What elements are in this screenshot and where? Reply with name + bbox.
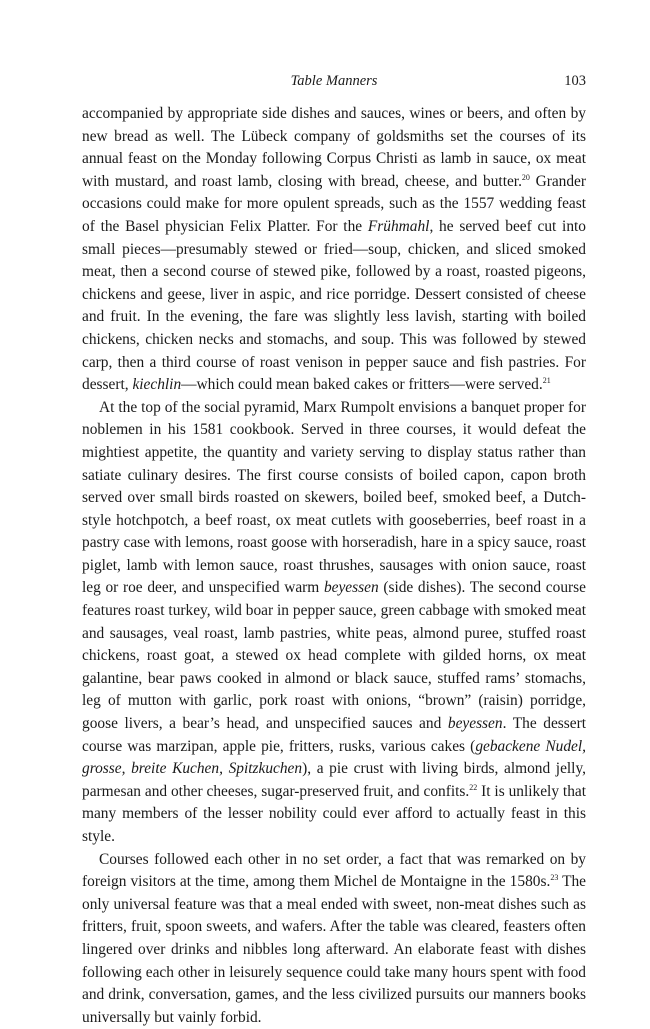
- paragraph: [82, 849, 586, 1029]
- running-header: [82, 73, 586, 93]
- text-run: The only universal feature was that a meal ended with sweet, non-meat dishes such as fritters, fruit, spoon sweets, and wafers. After the table was cleared, feasters often lingered over drinks and nibbles long afterward. An elaborate feast with dishes following each other in leisurely sequence could take many hours spent with food and drink, conversation, games, and the less civilized pursuits our manners books universally but vainly forbid.: [82, 873, 587, 1026]
- italic-term: beyessen: [323, 579, 379, 597]
- footnote-marker: 21: [542, 376, 551, 385]
- footnote-marker: 20: [521, 172, 530, 182]
- footnote-marker: 23: [550, 873, 559, 883]
- text-run: , he served beef cut into small pieces—presumably stewed or fried—soup, chicken, and sliced smoked meat, then a second course of stewed pike, followed by a roast, roasted pigeons, chickens and geese, liver in aspic, and rice porridge. Dessert consisted of cheese and fruit. In the evening, the fare was slightly less lavish, starting with boiled chickens, chicken necks and stomachs, and soup. This was followed by stewed carp, then a third course of roast venison in pepper sauce and fish pastries. For dessert,: [82, 217, 586, 394]
- text-run: At the top of the social pyramid, Marx Rumpolt envisions a banquet proper for noblemen in his 1581 cookbook. Served in three courses, it would defeat the mightiest appetite, the quantity and variety serving to display status rather than satiate culinary desires. The first course consists of boiled capon, capon broth served over small birds roasted on skewers, boiled beef, smoked beef, a Dutch-style hotchpotch, a beef roast, ox meat cutlets with gooseberries, beef roast in a pastry case with lemons, roast goose with horseradish, hare in a spicy sauce, roast piglet, lamb with lemon sauce, roast thrushes, sausages with onion sauce, roast leg or roe deer, and unspecified warm: [82, 398, 586, 597]
- italic-term: beyessen: [447, 715, 503, 733]
- paragraph: [82, 397, 586, 849]
- text-run: Courses followed each other in no set order, a fact that was remarked on by foreign visitors at the time, among them Michel de Montaigne in the 1580s.: [82, 850, 586, 891]
- text-run: —which could mean baked cakes or fritters—were served.: [181, 376, 543, 394]
- text-run: accompanied by appropriate side dishes and sauces, wines or beers, and often by new bread as well. The Lübeck company of goldsmiths set the courses of its annual feast on the Monday following Corpus Christi as lamb in sauce, ox meat with mustard, and roast lamb, closing with bread, cheese, and butter.: [82, 105, 586, 190]
- body-text: [82, 103, 586, 1029]
- text-run: . The dessert course was marzipan, apple pie, fritters, rusks, various cakes (: [82, 715, 586, 755]
- paragraph: [82, 103, 586, 397]
- footnote-marker: 22: [469, 782, 478, 792]
- text-run: Grander occasions could make for more opulent spreads, such as the 1557 wedding feast of the Basel physician Felix Platter. For the: [82, 172, 586, 235]
- text-run: (side dishes). The second course features roast turkey, wild boar in pepper sauce, green cabbage with smoked meat and sausages, veal roast, lamb pastries, white peas, almond puree, stuffed roast chickens, roast goat, a stewed ox head complete with gilded horns, ox meat galantine, bear paws cooked in almond or black sauce, stuffed rams’ stomachs, leg of mutton with garlic, pork roast with onions, “brown” (raisin) porridge, goose livers, a bear’s head, and unspecified sauces and: [82, 579, 586, 733]
- italic-term: gebackene Nudel, grosse, breite Kuchen, Spitzkuchen: [82, 737, 587, 778]
- page-number: 103: [564, 73, 586, 89]
- italic-term: kiechlin: [132, 376, 182, 394]
- italic-term: Frühmahl: [367, 217, 430, 235]
- text-run: It is unlikely that many members of the lesser nobility could ever afford to actually feast in this style.: [82, 782, 586, 845]
- text-run: ), a pie crust with living birds, almond jelly, parmesan and other cheeses, sugar-preserved fruit, and confits.: [82, 760, 586, 800]
- running-title: Table Manners: [290, 73, 378, 89]
